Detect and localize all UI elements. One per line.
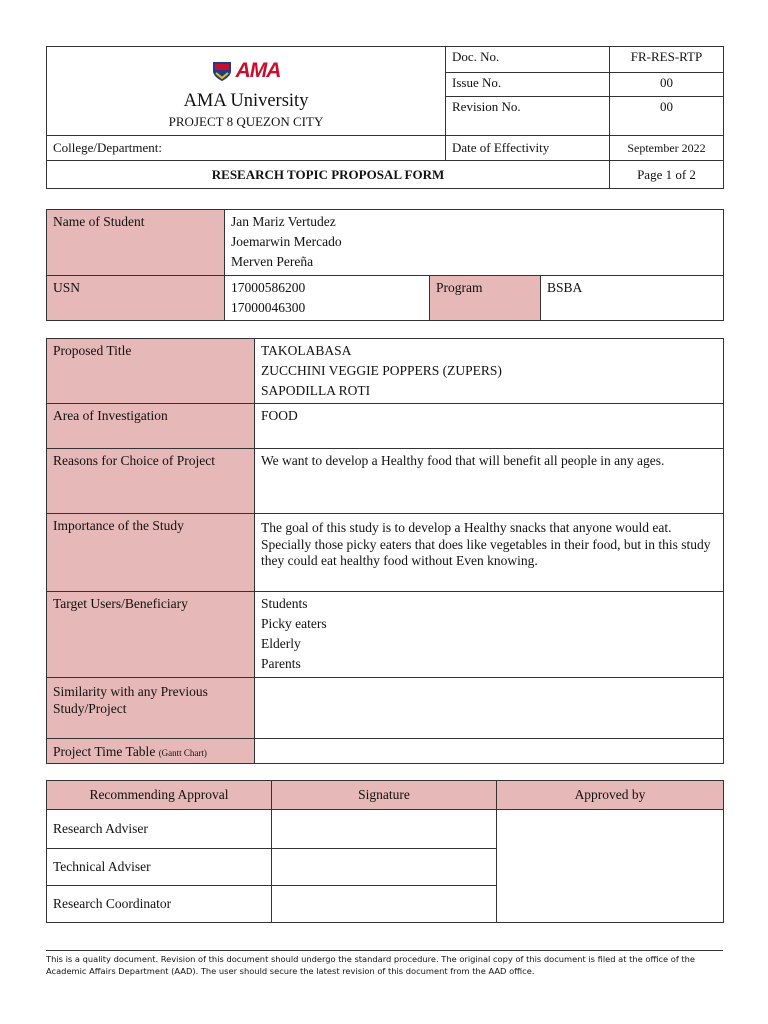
similarity-label: Similarity with any Previous Study/Project: [47, 678, 255, 739]
name-of-student-label: Name of Student: [47, 210, 225, 276]
campus-name: PROJECT 8 QUEZON CITY: [168, 114, 324, 129]
footer-note: This is a quality document. Revision of this document should undergo the standard procedure. The original copy of this document is filed at the office of the Academic Affairs Department (AAD). The user should secure the latest revision of this document from the AAD office.: [46, 954, 696, 976]
target-user: Parents: [261, 656, 301, 671]
approved-by-header: Approved by: [497, 781, 724, 810]
program-value: BSBA: [541, 276, 724, 321]
student-names: [225, 210, 724, 276]
target-user: Students: [261, 596, 308, 611]
doc-no-label: Doc. No.: [446, 47, 610, 73]
target-users-label: Target Users/Beneficiary: [47, 592, 255, 678]
issue-no-label: Issue No.: [446, 73, 610, 97]
technical-adviser-label: Technical Adviser: [47, 849, 272, 886]
importance-label: Importance of the Study: [47, 514, 255, 592]
timetable-label: [47, 739, 255, 764]
approved-by-cell: [497, 810, 724, 923]
student-name: Merven Pereña: [231, 254, 314, 269]
student-name: Jan Mariz Vertudez: [231, 214, 336, 229]
area-of-investigation-value: FOOD: [255, 404, 724, 449]
usn-value: 17000586200: [231, 280, 306, 295]
university-block: [47, 47, 446, 136]
reasons-label: Reasons for Choice of Project: [47, 449, 255, 514]
logo-wordmark: AMA: [235, 59, 281, 82]
effectivity-value: September 2022: [610, 136, 724, 161]
target-user: Picky eaters: [261, 616, 327, 631]
importance-value: The goal of this study is to develop a Healthy snacks that anyone would eat. Specially those picky eaters that does like vegetables in their food, but in this study they could eat healthy food without Even knowing.: [255, 514, 724, 592]
recommending-approval-header: Recommending Approval: [47, 781, 272, 810]
page-number: Page 1 of 2: [610, 161, 724, 189]
target-users: [255, 592, 724, 678]
target-user: Elderly: [261, 636, 301, 651]
proposed-titles: [255, 339, 724, 404]
proposed-title: ZUCCHINI VEGGIE POPPERS (ZUPERS): [261, 363, 502, 378]
program-label: Program: [430, 276, 541, 321]
approval-table: [46, 780, 724, 923]
usn-value: 17000046300: [231, 300, 306, 315]
technical-adviser-signature: [272, 849, 497, 886]
timetable-note: (Gantt Chart): [158, 747, 207, 758]
student-name: Joemarwin Mercado: [231, 234, 342, 249]
timetable-value: [255, 739, 724, 764]
revision-no-value: 00: [610, 97, 724, 136]
research-coordinator-signature: [272, 886, 497, 923]
college-label: College/Department:: [47, 136, 446, 161]
footer-divider: [46, 950, 723, 951]
revision-no-label: Revision No.: [446, 97, 610, 136]
student-info-table: [46, 209, 724, 321]
proposed-title: TAKOLABASA: [261, 343, 352, 358]
timetable-label-text: Project Time Table: [53, 743, 156, 759]
university-name: AMA University: [183, 91, 309, 111]
proposed-title-label: Proposed Title: [47, 339, 255, 404]
effectivity-label: Date of Effectivity: [446, 136, 610, 161]
research-coordinator-label: Research Coordinator: [47, 886, 272, 923]
signature-header: Signature: [272, 781, 497, 810]
form-title: RESEARCH TOPIC PROPOSAL FORM: [47, 161, 610, 189]
research-adviser-signature: [272, 810, 497, 849]
reasons-value: We want to develop a Healthy food that will benefit all people in any ages.: [255, 449, 724, 514]
university-logo: [53, 59, 439, 83]
similarity-value: [255, 678, 724, 739]
area-of-investigation-label: Area of Investigation: [47, 404, 255, 449]
usn-label: USN: [47, 276, 225, 321]
proposed-title: SAPODILLA ROTI: [261, 383, 371, 398]
doc-no-value: FR-RES-RTP: [610, 47, 724, 73]
issue-no-value: 00: [610, 73, 724, 97]
proposal-table: [46, 338, 724, 764]
shield-icon: [212, 60, 232, 82]
research-adviser-label: Research Adviser: [47, 810, 272, 849]
document-header: [46, 46, 724, 189]
usn-values: [225, 276, 430, 321]
